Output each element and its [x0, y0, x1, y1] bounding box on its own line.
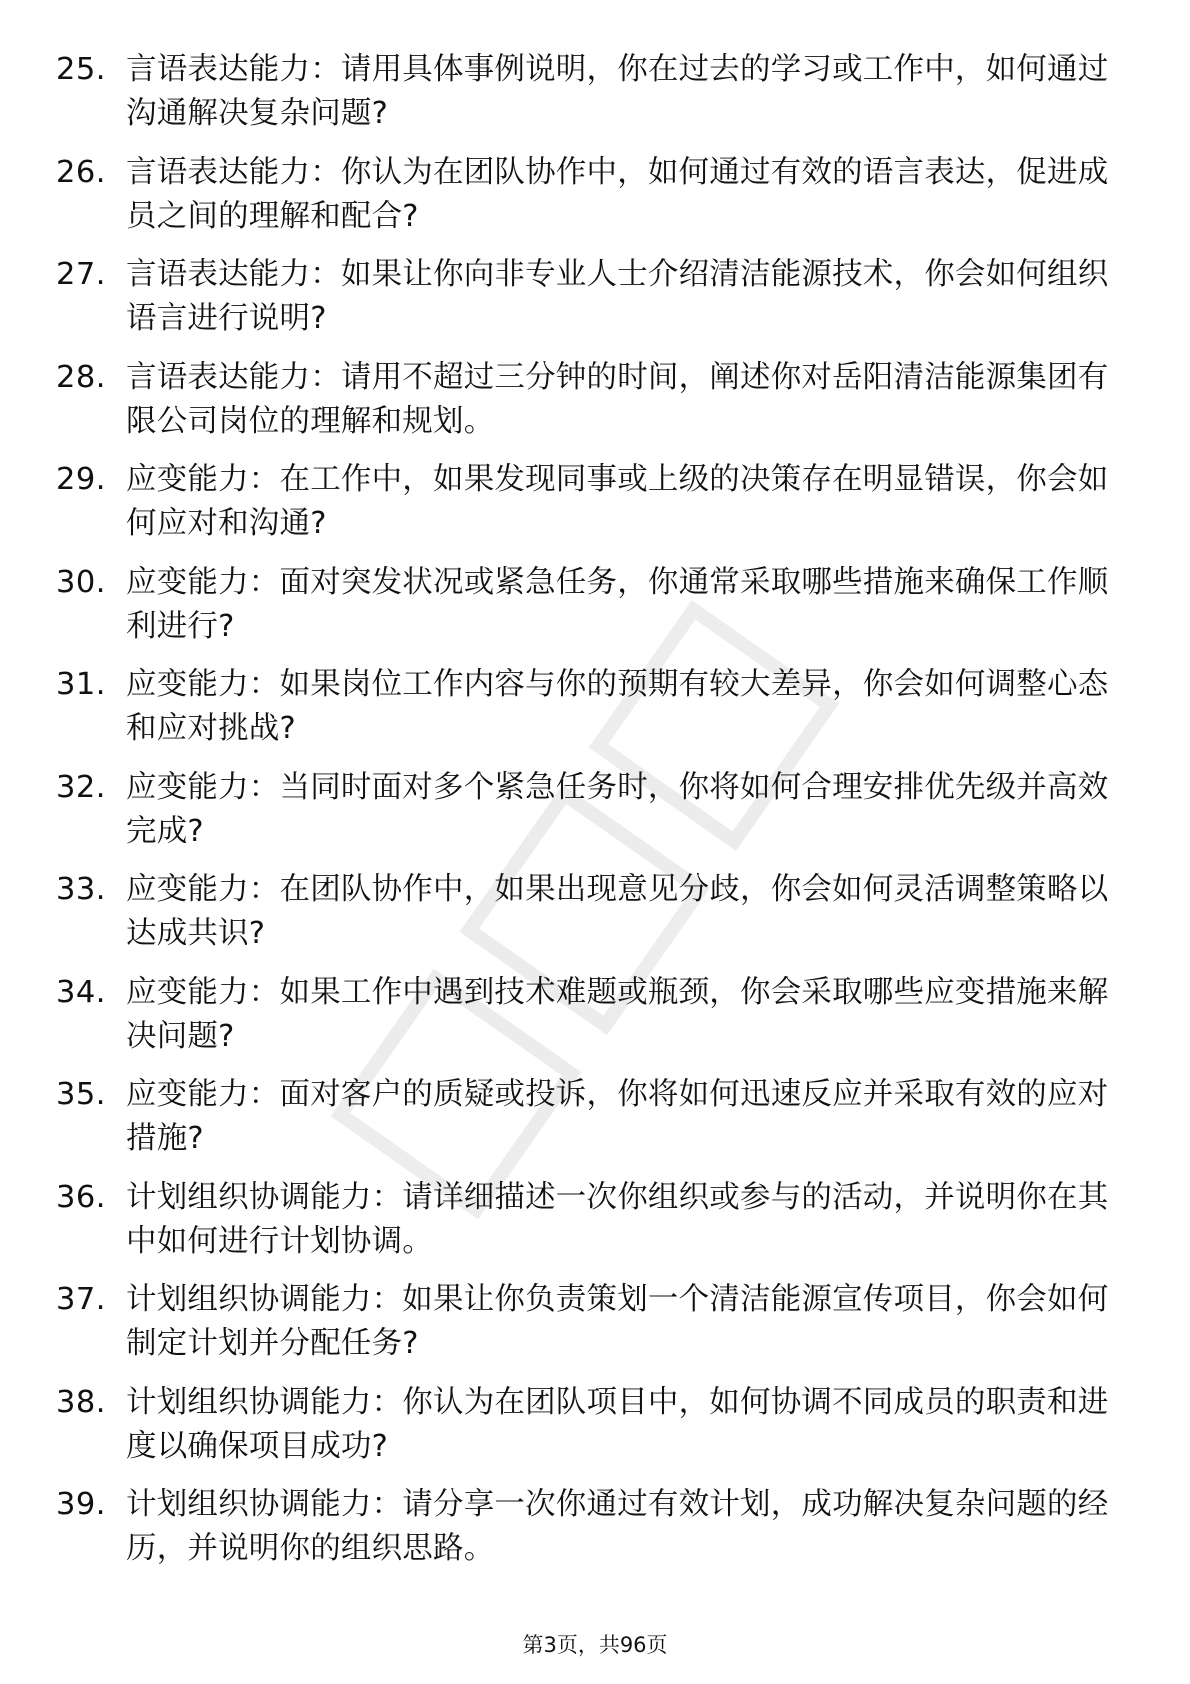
question-item: [0, 971, 1190, 1074]
question-text: 计划组织协调能力：请详细描述一次你组织或参与的活动，并说明你在其中如何进行计划协调。: [126, 1179, 1109, 1259]
question-text: 应变能力：在工作中，如果发现同事或上级的决策存在明显错误，你会如何应对和沟通?: [126, 462, 1109, 541]
question-text: 应变能力：在团队协作中，如果出现意见分歧，你会如何灵活调整策略以达成共识?: [126, 872, 1109, 951]
question-text: 计划组织协调能力：你认为在团队项目中，如何协调不同成员的职责和进度以确保项目成功?: [126, 1384, 1109, 1464]
question-number: 26.: [56, 154, 107, 190]
question-number: 32.: [56, 769, 107, 805]
question-text: 言语表达能力：请用具体事例说明，你在过去的学习或工作中，如何通过沟通解决复杂问题?: [126, 52, 1109, 131]
question-text: 言语表达能力：请用不超过三分钟的时间，阐述你对岳阳清洁能源集团有限公司岗位的理解和规划。: [126, 359, 1109, 439]
question-item: [0, 766, 1190, 869]
question-item: [0, 151, 1190, 254]
question-number: 28.: [56, 359, 107, 395]
question-number: 38.: [56, 1384, 107, 1420]
question-number: 30.: [56, 564, 107, 600]
question-text: 计划组织协调能力：请分享一次你通过有效计划，成功解决复杂问题的经历，并说明你的组织思路。: [126, 1487, 1109, 1566]
question-number: 31.: [56, 667, 107, 702]
question-number: 29.: [56, 462, 107, 497]
question-item: [0, 356, 1190, 459]
question-text: 应变能力：如果岗位工作内容与你的预期有较大差异，你会如何调整心态和应对挑战?: [126, 667, 1109, 746]
question-item: [0, 458, 1190, 561]
question-item: [0, 561, 1190, 664]
question-text: 言语表达能力：你认为在团队协作中，如何通过有效的语言表达，促进成员之间的理解和配合?: [126, 154, 1109, 234]
question-item: [0, 1176, 1190, 1279]
question-text: 应变能力：面对突发状况或紧急任务，你通常采取哪些措施来确保工作顺利进行?: [126, 564, 1109, 644]
page-footer: [0, 1632, 1190, 1658]
question-number: 33.: [56, 872, 107, 907]
question-number: 39.: [56, 1487, 107, 1522]
question-text: 计划组织协调能力：如果让你负责策划一个清洁能源宣传项目，你会如何制定计划并分配任务?: [126, 1282, 1109, 1361]
question-number: 35.: [56, 1077, 107, 1112]
question-item: [0, 1278, 1190, 1381]
question-item: [0, 868, 1190, 971]
question-number: 36.: [56, 1179, 107, 1215]
question-item: [0, 253, 1190, 356]
question-item: [0, 48, 1190, 151]
question-item: [0, 1483, 1190, 1586]
question-item: [0, 663, 1190, 766]
question-number: 37.: [56, 1282, 107, 1317]
question-number: 27.: [56, 257, 107, 292]
question-number: 34.: [56, 974, 107, 1010]
question-text: 言语表达能力：如果让你向非专业人士介绍清洁能源技术，你会如何组织语言进行说明?: [126, 257, 1109, 336]
question-text: 应变能力：如果工作中遇到技术难题或瓶颈，你会采取哪些应变措施来解决问题?: [126, 974, 1109, 1054]
question-number: 25.: [56, 52, 107, 87]
question-list: [0, 48, 1190, 1586]
question-item: [0, 1073, 1190, 1176]
question-text: 应变能力：当同时面对多个紧急任务时，你将如何合理安排优先级并高效完成?: [126, 769, 1109, 849]
question-item: [0, 1381, 1190, 1484]
page-indicator: 第3页，共96页: [522, 1633, 668, 1657]
question-text: 应变能力：面对客户的质疑或投诉，你将如何迅速反应并采取有效的应对措施?: [126, 1077, 1109, 1156]
